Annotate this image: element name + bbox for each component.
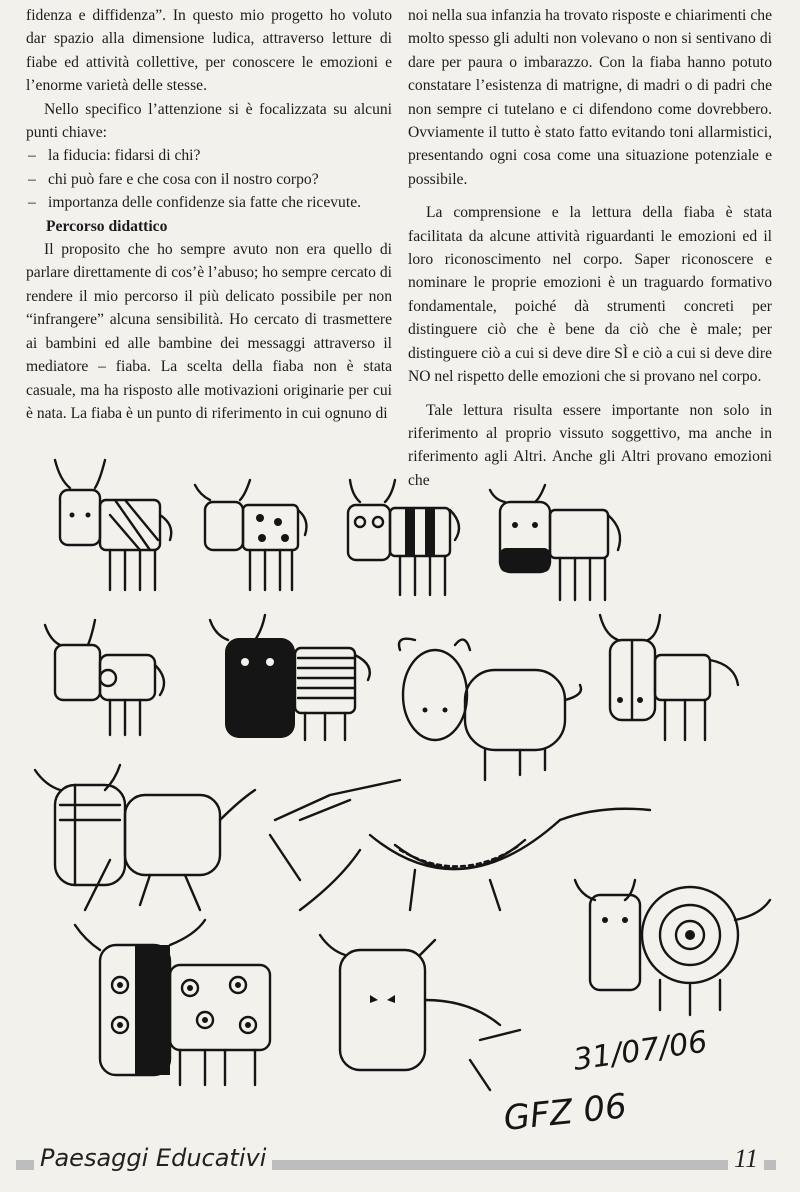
list-item: – la fiducia: fidarsi di chi? [26, 144, 392, 167]
cow-drawing [210, 615, 370, 740]
drawing-signature-text: GFZ 06 [501, 1086, 629, 1139]
paragraph: Nello specifico l’attenzione si è focalizzata su alcuni punti chiave: [26, 100, 392, 142]
paragraph: Tale lettura risulta essere importante non solo in riferimento al proprio vissuto soggettivo, ma anche in riferimento agli Altri. Anche gli Altri provano emozioni che [408, 401, 772, 489]
cow-drawing [270, 780, 650, 910]
cow-drawing [490, 485, 620, 600]
list-item: – chi può fare e che cosa con il nostro corpo? [26, 168, 392, 191]
list-item: – importanza delle confidenze sia fatte che ricevute. [26, 191, 392, 214]
left-column [26, 4, 392, 425]
right-column [408, 4, 772, 492]
cow-drawing [575, 880, 770, 1015]
paragraph: fidenza e diffidenza”. In questo mio progetto ho voluto dar spazio alla dimensione ludica, attraverso letture di fiabe ed attività collettive, per conoscere le emozioni e l’enorme varietà delle stesse. [26, 7, 392, 95]
cow-drawing [75, 920, 270, 1085]
cow-drawing [399, 639, 581, 780]
paragraph: noi nella sua infanzia ha trovato risposte e chiarimenti che molto spesso gli adulti non volevano o non si sentivano di dare per paura o imbarazzo. Con la fiaba hanno potuto constatare l’esistenza di matrigne, di madri o di padri che non sempre ci tutelano e ci difendono come dovrebbero. Ovviamente il tutto è stato fatto evitando toni allarmistici, presentando ogni cosa come una situazione potenziale e possibile. [408, 7, 772, 188]
cow-drawing [55, 460, 171, 590]
paragraph: La comprensione e la lettura della fiaba è stata facilitata da alcune attività riguardanti le emozioni ed il loro riconoscimento nel corpo. Saper riconoscere e nominare le proprie emozioni è un traguardo formativo fondamentale, poiché dà strumenti concreti per distinguere ciò che è bene da ciò che è male; per distinguere ciò a cui si deve dire SÌ e ciò a cui si deve dire NO nel rispetto delle emozioni che si provano nel corpo. [408, 204, 772, 386]
section-heading: Percorso didattico [46, 217, 168, 235]
cow-drawing [348, 480, 459, 595]
cow-drawing [600, 615, 738, 740]
page-number: 11 [728, 1144, 764, 1174]
bullet-list [26, 144, 392, 214]
cow-drawing [195, 480, 306, 590]
cow-drawings-illustration [0, 440, 800, 1140]
cow-drawing [320, 935, 520, 1090]
drawing-date-text: 31/07/06 [571, 1024, 710, 1078]
magazine-title: Paesaggi Educativi [34, 1144, 272, 1172]
cow-drawing [35, 765, 255, 910]
cow-drawing [45, 620, 164, 735]
paragraph: Il proposito che ho sempre avuto non era quello di parlare direttamente di cos’è l’abuso; ho sempre cercato di rendere il mio percorso il più delicato possibile per non “infrangere” alcuna sensibilità. Ho cercato di trasmettere ai bambini ed alle bambine dei messaggi attraverso il mediatore – fiaba. La scelta della fiaba non è stata casuale, ma ha risposto alle motivazioni originarie per cui è nata. La fiaba è un punto di riferimento in cui ognuno di [26, 241, 392, 422]
